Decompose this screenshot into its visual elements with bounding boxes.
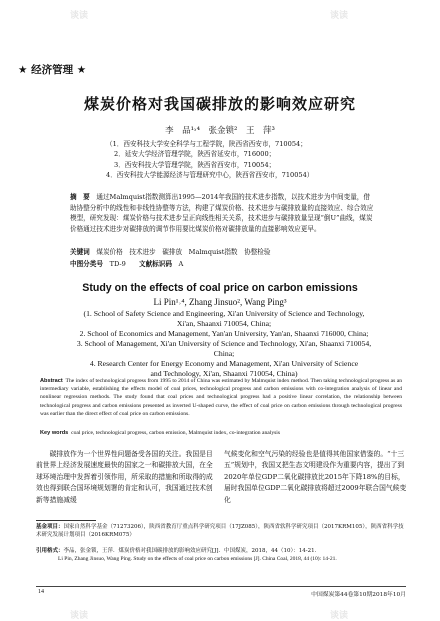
page-number: 14 xyxy=(38,589,44,595)
citation-cn-text: 李品，张金锁，王萍．煤炭价格对我国碳排放的影响效应研究[J]．中国煤炭，2018，44（10）：14-21． xyxy=(63,548,321,554)
watermark: 谈读 xyxy=(70,11,89,21)
english-authors: Li Pin¹˒⁴, Zhang Jinsuo², Wang Ping³ xyxy=(153,297,287,307)
footer-rule xyxy=(36,586,406,587)
keywords-en xyxy=(40,430,402,436)
section-label: ★ 经济管理 ★ xyxy=(18,64,87,76)
citation-label: 引用格式： xyxy=(36,548,64,554)
english-affiliations xyxy=(74,309,374,379)
keywords-cn-label: 关键词 xyxy=(70,248,90,256)
classification-cn xyxy=(70,258,183,268)
english-title: Study on the effects of coal price on carbon emissions xyxy=(82,282,358,294)
english-affiliation-line: (1. School of Safety Science and Engineering, Xi'an University of Science and Technology, xyxy=(83,309,365,318)
abstract-cn-text: 通过Malmquist指数测算出1995—2014年我国的技术进步指数，以技术进步为中间变量，借助协整分析中的线性和非线性协整等方法，构建了煤炭价格、技术进步与碳排放量的直接效应、综合效应模型，研究发现：煤炭价格与技术进步呈正向线性相关关系，技术进步与碳排放量呈现“倒U”曲线，煤炭价格通过技术进步对碳排放的调节作用要比煤炭价格对碳排放量的直接影响效应更早。 xyxy=(70,193,374,233)
clc-label: 中图分类号 xyxy=(70,260,103,268)
abstract-en-text: The index of technological progress from 1995 to 2014 of China was estimated by Malmquist index method. Then taking technological progress as an intermediary variable, establishing the effects model of coal prices, technological progress and carbon emissions with co-integration analysis of linear and nonlinear regression methods. The study found that coal prices and technological progress had a positive linear correlation, the relationship between technological progress and carbon emissions presented as inverted U-shaped curve, the effect of coal price on carbon emissions through technological progress was earlier than the direct effect of coal price on carbon emissions. xyxy=(40,378,403,417)
funding-text: 国家自然科学基金（71273206），陕西省教育厅重点科学研究项目（17JZ085），陕西省软科学研究项目（2017KRM105），陕西省科学技术研究发展计划项目（2016KRM075） xyxy=(36,524,404,538)
affiliation-4: 4．西安科技大学能源经济与管理研究中心，陕西省西安市，710054） xyxy=(106,171,314,180)
funding-note xyxy=(36,524,406,539)
affiliations xyxy=(106,139,313,181)
affiliation-3: 3．西安科技大学管理学院，陕西省西安市，710054； xyxy=(114,160,276,169)
abstract-cn xyxy=(70,192,375,234)
citation-note xyxy=(36,548,406,563)
doc-code-value: A xyxy=(178,260,184,268)
abstract-en xyxy=(40,377,402,418)
keywords-en-text: coal price, technological progress, carbon emission, Malmquist index, co-integration analysis xyxy=(71,430,281,436)
watermark: 谈读 xyxy=(330,11,349,21)
journal-footer: 中国煤炭第44卷第10期2018年10月 xyxy=(311,592,406,598)
english-affiliation-line: 2. School of Economics and Management, Yan'an University, Yan'an, Shaanxi 716000, China; xyxy=(79,329,369,338)
doc-code-label: 文献标识码 xyxy=(138,260,172,268)
footnote-rule xyxy=(36,520,96,521)
watermark: 谈读 xyxy=(70,611,89,621)
abstract-cn-label: 摘 要 xyxy=(70,193,90,201)
english-affiliation-line: 3. School of Management, Xi'an University of Science and Technology, Xi'an, Shaanxi 710054, China; xyxy=(76,339,372,358)
keywords-cn-text: 煤炭价格 技术进步 碳排放 Malmquist指数 协整检验 xyxy=(96,248,271,256)
english-affiliation-line: 4. Research Center for Energy Economy and Management, Xi'an University of Science xyxy=(89,359,359,368)
affiliation-1: （1．西安科技大学安全科学与工程学院，陕西省西安市，710054； xyxy=(106,140,307,148)
body-column-left: 碳排放作为一个世界性问题备受各国的关注。我国是目前世界上经济发展速度最快的国家之一和碳排放大国，在全球环境治理中发挥着引领作用，所采取的措施和所取得的成效也得到联合国环境规划署的肯定和认可，我国通过技术创新等措施减缓 xyxy=(36,450,213,504)
english-affiliation-line: and Technology, Xi'an, Shaanxi 710054, China) xyxy=(150,369,298,378)
english-affiliation-line: Xi'an, Shaanxi 710054, China; xyxy=(176,319,272,328)
clc-value: TD-9 xyxy=(109,260,126,268)
funding-label: 基金项目： xyxy=(36,524,64,530)
watermark: 谈读 xyxy=(330,611,349,621)
keywords-cn xyxy=(70,246,375,256)
body-column-right: 气候变化和空气污染的经验也是值得其他国家借鉴的。“十三五”规划中，我国又把生态文明建设作为重要内容，提出了到2020年单位GDP二氧化碳排放比2015年下降18%的目标，届时我国单位GDP二氧化碳排放将超过2009年联合国气候变化 xyxy=(224,450,407,504)
affiliation-2: 2．延安大学经济管理学院，陕西省延安市，716000； xyxy=(114,150,276,159)
keywords-en-label: Key words xyxy=(40,430,69,436)
paper-title: 煤炭价格对我国碳排放的影响效应研究 xyxy=(83,95,356,113)
authors: 李 品¹˒⁴ 张金锁² 王 萍³ xyxy=(165,126,275,136)
abstract-en-label: Abstract xyxy=(40,378,63,384)
citation-en-text: Li Pin, Zhang Jinsuo, Wang Ping. Study on the effects of coal price on carbon emissions [J]. China Coal, 2018, 44 (10): 14-21. xyxy=(58,555,337,562)
